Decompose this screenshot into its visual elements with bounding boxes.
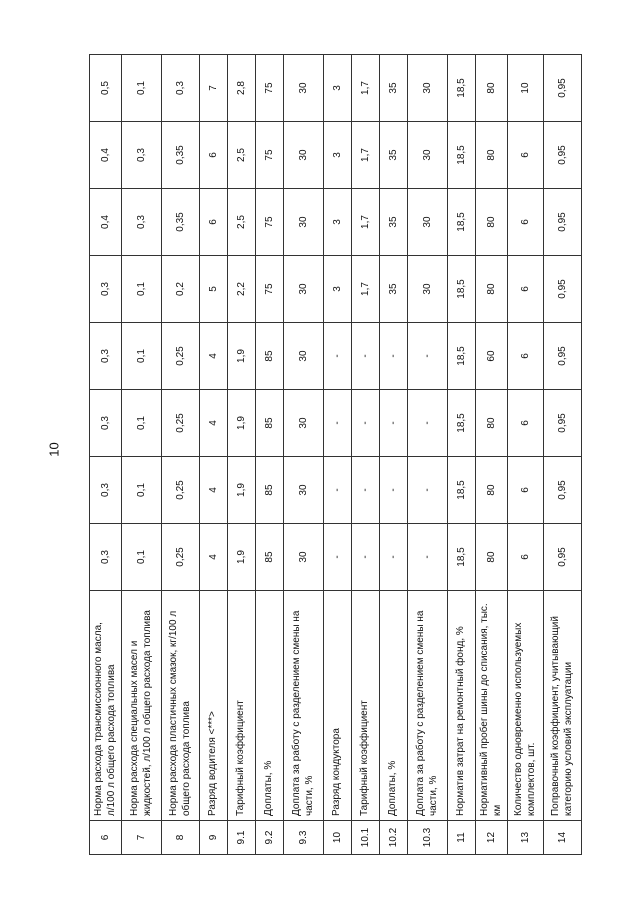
value-cell: - <box>352 323 380 390</box>
value-cell: 18,5 <box>448 189 476 256</box>
table-row <box>284 55 324 855</box>
value-cell: 0,95 <box>544 256 582 323</box>
value-cell: 0,25 <box>162 457 200 524</box>
value-cell: - <box>408 323 448 390</box>
value-cell: 1,7 <box>352 55 380 122</box>
value-cell: 6 <box>508 256 544 323</box>
row-number-cell: 10.1 <box>352 821 380 855</box>
value-cell: - <box>408 524 448 591</box>
row-name-cell: Доплаты, % <box>256 591 284 821</box>
value-cell: 0,1 <box>122 524 162 591</box>
value-cell: 0,1 <box>122 256 162 323</box>
value-cell: 0,3 <box>90 323 122 390</box>
row-name-cell: Норма расхода пластичных смазок, кг/100 л общего расхода топлива <box>162 591 200 821</box>
value-cell: 0,5 <box>90 55 122 122</box>
value-cell: 4 <box>200 457 228 524</box>
value-cell: 80 <box>476 256 508 323</box>
value-cell: 85 <box>256 323 284 390</box>
value-cell: 18,5 <box>448 323 476 390</box>
value-cell: 2,2 <box>228 256 256 323</box>
value-cell: 30 <box>284 122 324 189</box>
value-cell: 75 <box>256 189 284 256</box>
table-row <box>544 55 582 855</box>
value-cell: - <box>352 390 380 457</box>
table-row <box>90 55 122 855</box>
row-name-cell: Доплата за работу с разделением смены на части, % <box>284 591 324 821</box>
table-row <box>448 55 476 855</box>
value-cell: 30 <box>408 55 448 122</box>
row-name-cell: Разряд водителя <***> <box>200 591 228 821</box>
value-cell: - <box>324 524 352 591</box>
value-cell: 1,7 <box>352 189 380 256</box>
value-cell: 80 <box>476 457 508 524</box>
value-cell: 7 <box>200 55 228 122</box>
value-cell: 0,95 <box>544 390 582 457</box>
value-cell: - <box>380 457 408 524</box>
table-row <box>122 55 162 855</box>
value-cell: - <box>380 524 408 591</box>
row-name-cell: Тарифный коэффициент <box>352 591 380 821</box>
value-cell: 18,5 <box>448 256 476 323</box>
row-name-cell: Поправочный коэффициент, учитывающий категорию условий эксплуатации <box>544 591 582 821</box>
value-cell: 18,5 <box>448 122 476 189</box>
table-row <box>352 55 380 855</box>
value-cell: 6 <box>508 390 544 457</box>
value-cell: 0,1 <box>122 390 162 457</box>
value-cell: 75 <box>256 122 284 189</box>
value-cell: 0,3 <box>90 390 122 457</box>
value-cell: 0,4 <box>90 122 122 189</box>
value-cell: 0,1 <box>122 457 162 524</box>
value-cell: 0,35 <box>162 122 200 189</box>
value-cell: 6 <box>508 457 544 524</box>
value-cell: 0,3 <box>122 122 162 189</box>
value-cell: - <box>324 390 352 457</box>
page-number: 10 <box>46 442 62 457</box>
value-cell: 1,9 <box>228 323 256 390</box>
value-cell: - <box>408 457 448 524</box>
value-cell: 0,3 <box>122 189 162 256</box>
row-number-cell: 9.3 <box>284 821 324 855</box>
value-cell: 85 <box>256 390 284 457</box>
value-cell: 6 <box>508 323 544 390</box>
table-row <box>476 55 508 855</box>
value-cell: 0,3 <box>90 457 122 524</box>
value-cell: 30 <box>284 390 324 457</box>
value-cell: 3 <box>324 55 352 122</box>
value-cell: 18,5 <box>448 524 476 591</box>
value-cell: - <box>408 390 448 457</box>
table-row <box>324 55 352 855</box>
value-cell: 0,25 <box>162 323 200 390</box>
value-cell: 35 <box>380 55 408 122</box>
table-row <box>508 55 544 855</box>
value-cell: 80 <box>476 122 508 189</box>
rotated-table-container <box>89 55 581 855</box>
value-cell: 0,95 <box>544 55 582 122</box>
table-row <box>228 55 256 855</box>
value-cell: 2,5 <box>228 189 256 256</box>
value-cell: 0,3 <box>162 55 200 122</box>
norms-table <box>89 54 582 855</box>
row-name-cell: Количество одновременно используемых комплектов, шт. <box>508 591 544 821</box>
row-number-cell: 11 <box>448 821 476 855</box>
row-number-cell: 13 <box>508 821 544 855</box>
row-number-cell: 12 <box>476 821 508 855</box>
row-number-cell: 14 <box>544 821 582 855</box>
value-cell: 2,5 <box>228 122 256 189</box>
value-cell: 1,9 <box>228 457 256 524</box>
value-cell: 0,95 <box>544 323 582 390</box>
value-cell: 85 <box>256 524 284 591</box>
value-cell: 18,5 <box>448 390 476 457</box>
value-cell: - <box>352 457 380 524</box>
value-cell: 80 <box>476 390 508 457</box>
row-number-cell: 10.3 <box>408 821 448 855</box>
value-cell: 6 <box>508 189 544 256</box>
value-cell: 80 <box>476 189 508 256</box>
row-number-cell: 10.2 <box>380 821 408 855</box>
value-cell: 1,7 <box>352 122 380 189</box>
row-number-cell: 8 <box>162 821 200 855</box>
value-cell: 0,3 <box>90 256 122 323</box>
value-cell: - <box>380 323 408 390</box>
table-row <box>162 55 200 855</box>
value-cell: 0,4 <box>90 189 122 256</box>
row-name-cell: Доплата за работу с разделением смены на части, % <box>408 591 448 821</box>
value-cell: 60 <box>476 323 508 390</box>
value-cell: 0,95 <box>544 189 582 256</box>
value-cell: 3 <box>324 189 352 256</box>
value-cell: 80 <box>476 524 508 591</box>
value-cell: 1,9 <box>228 524 256 591</box>
value-cell: 35 <box>380 122 408 189</box>
value-cell: 0,35 <box>162 189 200 256</box>
table-row <box>256 55 284 855</box>
value-cell: 4 <box>200 323 228 390</box>
value-cell: 3 <box>324 256 352 323</box>
value-cell: 35 <box>380 256 408 323</box>
row-name-cell: Нормативный пробег шины до списания, тыс. км <box>476 591 508 821</box>
value-cell: 30 <box>408 189 448 256</box>
row-name-cell: Разряд кондуктора <box>324 591 352 821</box>
value-cell: 6 <box>200 122 228 189</box>
value-cell: 30 <box>284 55 324 122</box>
value-cell: 35 <box>380 189 408 256</box>
row-number-cell: 9.2 <box>256 821 284 855</box>
row-number-cell: 9 <box>200 821 228 855</box>
value-cell: 5 <box>200 256 228 323</box>
value-cell: 0,3 <box>90 524 122 591</box>
row-name-cell: Норма расхода трансмиссионного масла, л/100 л общего расхода топлива <box>90 591 122 821</box>
value-cell: 85 <box>256 457 284 524</box>
value-cell: 2,8 <box>228 55 256 122</box>
value-cell: 10 <box>508 55 544 122</box>
value-cell: 4 <box>200 390 228 457</box>
value-cell: 30 <box>284 189 324 256</box>
value-cell: 30 <box>284 323 324 390</box>
table-body <box>90 55 582 855</box>
value-cell: 0,95 <box>544 122 582 189</box>
value-cell: - <box>324 323 352 390</box>
value-cell: 6 <box>200 189 228 256</box>
value-cell: 0,25 <box>162 524 200 591</box>
value-cell: 0,1 <box>122 323 162 390</box>
value-cell: 75 <box>256 55 284 122</box>
value-cell: 4 <box>200 524 228 591</box>
row-number-cell: 6 <box>90 821 122 855</box>
value-cell: 0,95 <box>544 457 582 524</box>
row-name-cell: Доплаты, % <box>380 591 408 821</box>
value-cell: 30 <box>284 457 324 524</box>
value-cell: 30 <box>408 122 448 189</box>
value-cell: 6 <box>508 122 544 189</box>
row-name-cell: Тарифный коэффициент <box>228 591 256 821</box>
value-cell: - <box>380 390 408 457</box>
value-cell: 30 <box>284 524 324 591</box>
value-cell: 75 <box>256 256 284 323</box>
value-cell: 18,5 <box>448 55 476 122</box>
value-cell: 30 <box>284 256 324 323</box>
row-name-cell: Норматив затрат на ремонтный фонд, % <box>448 591 476 821</box>
row-name-cell: Норма расхода специальных масел и жидкостей, л/100 л общего расхода топлива <box>122 591 162 821</box>
value-cell: 30 <box>408 256 448 323</box>
value-cell: 18,5 <box>448 457 476 524</box>
value-cell: 0,2 <box>162 256 200 323</box>
value-cell: 1,9 <box>228 390 256 457</box>
table-row <box>408 55 448 855</box>
value-cell: 0,95 <box>544 524 582 591</box>
value-cell: 1,7 <box>352 256 380 323</box>
value-cell: 3 <box>324 122 352 189</box>
value-cell: 0,25 <box>162 390 200 457</box>
row-number-cell: 7 <box>122 821 162 855</box>
value-cell: 6 <box>508 524 544 591</box>
value-cell: 80 <box>476 55 508 122</box>
row-number-cell: 10 <box>324 821 352 855</box>
table-row <box>200 55 228 855</box>
row-number-cell: 9.1 <box>228 821 256 855</box>
value-cell: - <box>352 524 380 591</box>
value-cell: - <box>324 457 352 524</box>
value-cell: 0,1 <box>122 55 162 122</box>
table-row <box>380 55 408 855</box>
